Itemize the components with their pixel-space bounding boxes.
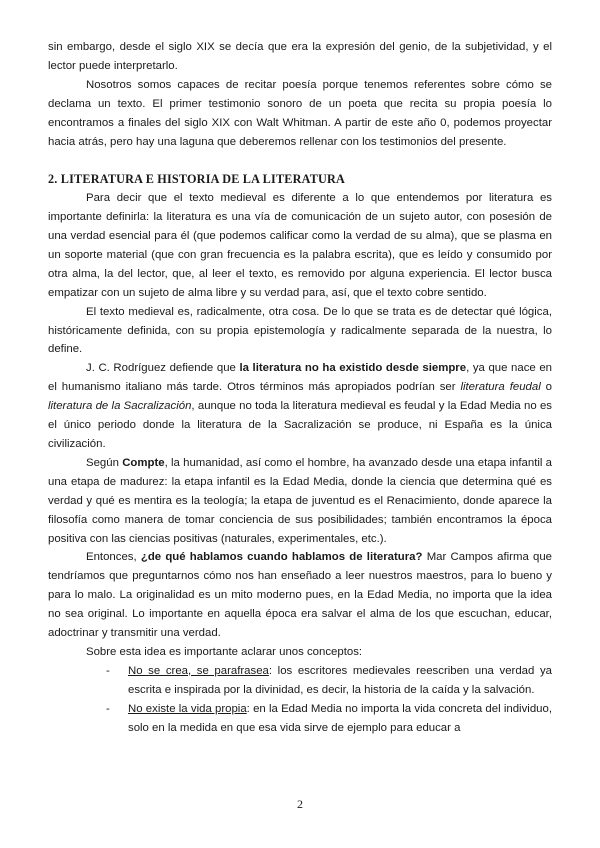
section-paragraph-3 <box>48 359 552 454</box>
text-run: Según <box>86 456 123 469</box>
bold-name: Compte <box>122 456 165 469</box>
section-paragraph-6: Sobre esta idea es importante aclarar unos conceptos: <box>86 645 363 658</box>
document-page <box>48 38 552 738</box>
italic-term: literatura de la Sacralización <box>48 400 192 413</box>
list-item <box>106 662 552 700</box>
intro-paragraph-2: Nosotros somos capaces de recitar poesía porque tenemos referentes sobre cómo se declama un texto. El primer testimonio sonoro de un poeta que recita su propia poesía lo encontramos a finales del siglo XIX con Walt Whitman. A partir de este año 0, podemos proyectar hacia atrás, pero hay una laguna que deberemos rellenar con los testimonios del presente. <box>48 78 552 148</box>
concept-list <box>48 662 552 738</box>
text-run: Entonces, <box>86 551 141 564</box>
dash-bullet: - <box>106 702 110 715</box>
list-item-text: : los escritores medievales reescriben una verdad ya escrita e inspirada por la divinidad, es decir, la historia de la caída y la salvación. <box>128 664 552 696</box>
intro-paragraph-1: sin embargo, desde el siglo XIX se decía que era la expresión del genio, de la subjetividad, y el lector puede interpretarlo. <box>48 41 552 72</box>
section-paragraph-5 <box>48 548 552 643</box>
list-item-term: No existe la vida propia <box>128 702 247 715</box>
text-run: J. C. Rodríguez defiende que <box>86 362 240 375</box>
section-heading: 2. LITERATURA E HISTORIA DE LA LITERATURA <box>48 172 346 187</box>
bold-question: ¿de qué hablamos cuando hablamos de literatura? <box>140 551 423 564</box>
list-item-text: : en la Edad Media no importa la vida concreta del individuo, solo en la medida en que esa vida sirve de ejemplo para educar a <box>128 702 552 734</box>
spacer <box>48 151 552 170</box>
text-run: o <box>540 381 552 394</box>
dash-bullet: - <box>106 664 110 677</box>
italic-term: literatura feudal <box>460 381 541 394</box>
text-run: Mar Campos afirma que tendríamos que preguntarnos cómo nos han enseñado a leer nuestros maestros, para lo bueno y para lo malo. La originalidad es un mito moderno pues, en la Edad Media, no importa que la idea no sea original. Lo importante en aquella época era salvar el alma de los que escuchan, educar, adoctrinar y transmitir una verdad. <box>48 551 553 640</box>
bold-phrase: la literatura no ha existido desde siempre <box>239 362 467 375</box>
text-run: , aunque no toda la literatura medieval es feudal y la Edad Media no es el único periodo donde la literatura de la Sacralización se produce, ni España es la única civilización. <box>48 400 552 451</box>
section-paragraph-2: El texto medieval es, radicalmente, otra cosa. De lo que se trata es de detectar qué lógica, históricamente definida, con su propia epistemología y radicalmente separada de la nuestra, lo define. <box>48 305 552 356</box>
section-paragraph-1: Para decir que el texto medieval es diferente a lo que entendemos por literatura es importante definirla: la literatura es una vía de comunicación de un sujeto autor, con posesión de una verdad esencial para él (que podemos calificar como la verdad de su alma), que se plasma en un soporte material (que con gran frecuencia es la palabra escrita), que es leído y consumido por otra alma, la del lector, que, al leer el texto, es removido por alguna experiencia. El lector busca empatizar con un sujeto de alma libre y su verdad para, así, que el texto cobre sentido. <box>48 192 552 299</box>
list-item <box>106 700 552 738</box>
section-paragraph-4 <box>48 454 552 549</box>
list-item-term: No se crea, se parafrasea <box>128 664 269 677</box>
text-run: , ya que nace en el humanismo italiano más tarde. Otros términos más apropiados podrían ser <box>48 362 552 394</box>
page-number: 2 <box>297 797 303 811</box>
text-run: , la humanidad, así como el hombre, ha avanzado desde una etapa infantil a una etapa de madurez: la etapa infantil es la Edad Media, donde la ciencia que determina qué es verdad y qué es mentira es la teología; la etapa de juventud es el Renacimiento, donde aparece la filosofía como manera de tomar conciencia de sus posibilidades; también encontramos la época positiva con las ciencias positivas (naturales, experimentales, etc.). <box>48 456 553 545</box>
